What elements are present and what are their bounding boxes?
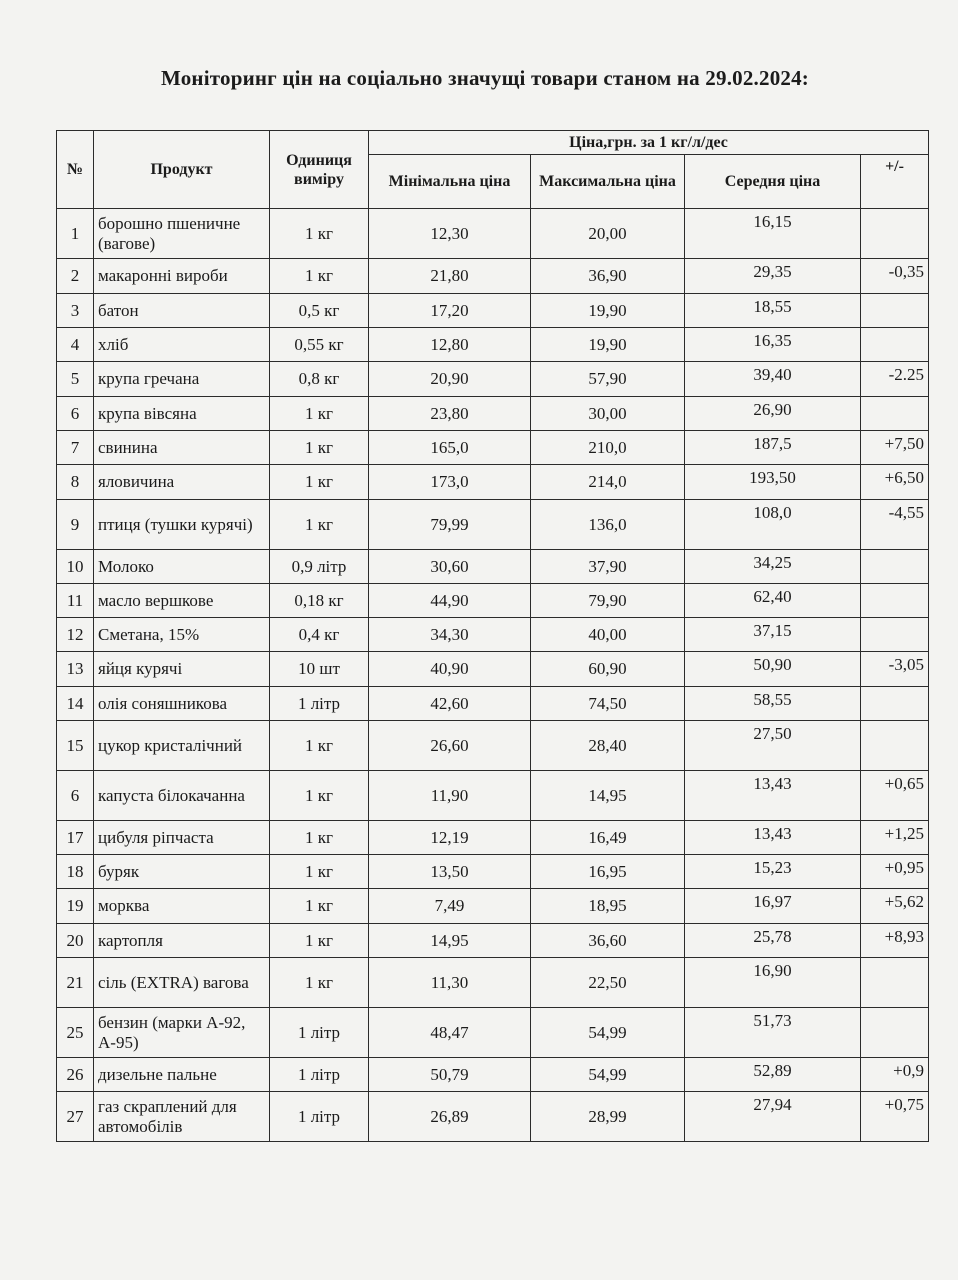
table-row [57,618,929,652]
document-title: Моніторинг цін на соціально значущі товари станом на 29.02.2024: [160,66,810,90]
cell-no: 4 [57,328,94,362]
cell-product: крупа вівсяна [94,397,270,431]
cell-no: 9 [57,500,94,550]
table-row [57,924,929,958]
table-row [57,889,929,924]
cell-unit: 1 кг [270,397,369,431]
cell-unit: 0,18 кг [270,584,369,618]
table-row [57,958,929,1008]
cell-min-price: 173,0 [369,465,531,500]
cell-min-price: 12,30 [369,209,531,259]
cell-min-price: 21,80 [369,259,531,294]
cell-unit: 0,5 кг [270,294,369,328]
cell-no: 6 [57,397,94,431]
cell-unit: 1 літр [270,1092,369,1142]
cell-no: 13 [57,652,94,687]
table-row [57,209,929,259]
cell-product: свинина [94,431,270,465]
cell-diff: +0,9 [861,1058,929,1092]
cell-product: картопля [94,924,270,958]
cell-min-price: 34,30 [369,618,531,652]
cell-max-price: 14,95 [531,771,685,821]
cell-no: 2 [57,259,94,294]
cell-avg-price: 16,15 [685,209,861,259]
cell-avg-price: 50,90 [685,652,861,687]
cell-no: 11 [57,584,94,618]
header-max-price: Максимальна ціна [531,155,685,209]
cell-max-price: 136,0 [531,500,685,550]
cell-avg-price: 27,50 [685,721,861,771]
cell-min-price: 14,95 [369,924,531,958]
cell-unit: 1 літр [270,1058,369,1092]
cell-unit: 1 кг [270,431,369,465]
cell-diff: -3,05 [861,652,929,687]
cell-no: 18 [57,855,94,889]
cell-diff [861,550,929,584]
cell-product: крупа гречана [94,362,270,397]
cell-min-price: 165,0 [369,431,531,465]
table-row [57,362,929,397]
cell-max-price: 16,49 [531,821,685,855]
cell-avg-price: 29,35 [685,259,861,294]
cell-max-price: 74,50 [531,687,685,721]
cell-unit: 1 кг [270,924,369,958]
cell-max-price: 19,90 [531,328,685,362]
cell-diff [861,209,929,259]
cell-product: буряк [94,855,270,889]
cell-no: 3 [57,294,94,328]
cell-diff [861,687,929,721]
cell-no: 8 [57,465,94,500]
cell-min-price: 12,80 [369,328,531,362]
cell-product: борошно пшеничне (вагове) [94,209,270,259]
cell-diff: +1,25 [861,821,929,855]
cell-avg-price: 108,0 [685,500,861,550]
cell-avg-price: 27,94 [685,1092,861,1142]
table-row [57,652,929,687]
cell-min-price: 79,99 [369,500,531,550]
cell-product: сіль (EXTRA) вагова [94,958,270,1008]
cell-max-price: 79,90 [531,584,685,618]
cell-unit: 1 кг [270,958,369,1008]
cell-diff: +0,95 [861,855,929,889]
cell-min-price: 40,90 [369,652,531,687]
table-row [57,328,929,362]
cell-min-price: 50,79 [369,1058,531,1092]
cell-no: 21 [57,958,94,1008]
cell-diff [861,294,929,328]
cell-unit: 1 кг [270,889,369,924]
cell-unit: 0,55 кг [270,328,369,362]
cell-max-price: 16,95 [531,855,685,889]
cell-no: 17 [57,821,94,855]
cell-unit: 0,8 кг [270,362,369,397]
header-min-price: Мінімальна ціна [369,155,531,209]
cell-no: 25 [57,1008,94,1058]
cell-avg-price: 187,5 [685,431,861,465]
cell-max-price: 20,00 [531,209,685,259]
cell-avg-price: 13,43 [685,821,861,855]
cell-min-price: 44,90 [369,584,531,618]
cell-no: 27 [57,1092,94,1142]
cell-no: 1 [57,209,94,259]
cell-diff [861,397,929,431]
cell-no: 6 [57,771,94,821]
cell-diff: +8,93 [861,924,929,958]
cell-unit: 1 літр [270,1008,369,1058]
cell-diff: -4,55 [861,500,929,550]
cell-avg-price: 58,55 [685,687,861,721]
cell-no: 15 [57,721,94,771]
cell-diff: +0,75 [861,1092,929,1142]
cell-diff [861,1008,929,1058]
cell-min-price: 17,20 [369,294,531,328]
cell-product: капуста білокачанна [94,771,270,821]
cell-unit: 0,9 літр [270,550,369,584]
cell-min-price: 26,60 [369,721,531,771]
cell-max-price: 22,50 [531,958,685,1008]
cell-max-price: 214,0 [531,465,685,500]
cell-max-price: 57,90 [531,362,685,397]
table-row [57,500,929,550]
cell-no: 7 [57,431,94,465]
cell-unit: 1 кг [270,721,369,771]
header-avg-price: Середня ціна [685,155,861,209]
table-row [57,1008,929,1058]
cell-min-price: 42,60 [369,687,531,721]
cell-no: 20 [57,924,94,958]
price-table-body [57,209,929,1142]
cell-product: макаронні вироби [94,259,270,294]
cell-avg-price: 39,40 [685,362,861,397]
table-row [57,1058,929,1092]
cell-max-price: 37,90 [531,550,685,584]
table-row [57,294,929,328]
cell-diff: +7,50 [861,431,929,465]
cell-diff [861,958,929,1008]
cell-min-price: 26,89 [369,1092,531,1142]
cell-avg-price: 25,78 [685,924,861,958]
cell-product: цукор кристалічний [94,721,270,771]
cell-no: 10 [57,550,94,584]
price-table [56,130,929,1142]
table-row [57,259,929,294]
cell-product: бензин (марки А-92, А-95) [94,1008,270,1058]
cell-max-price: 36,90 [531,259,685,294]
table-row [57,397,929,431]
cell-avg-price: 51,73 [685,1008,861,1058]
cell-diff [861,584,929,618]
cell-unit: 1 кг [270,855,369,889]
table-row [57,821,929,855]
cell-diff [861,721,929,771]
cell-product: олія соняшникова [94,687,270,721]
cell-product: яйця курячі [94,652,270,687]
header-price-group: Ціна,грн. за 1 кг/л/дес [369,131,929,155]
cell-avg-price: 16,97 [685,889,861,924]
cell-product: газ скраплений для автомобілів [94,1092,270,1142]
cell-max-price: 210,0 [531,431,685,465]
cell-min-price: 11,30 [369,958,531,1008]
cell-unit: 1 кг [270,771,369,821]
table-row [57,584,929,618]
cell-max-price: 40,00 [531,618,685,652]
cell-max-price: 19,90 [531,294,685,328]
cell-diff: -2.25 [861,362,929,397]
cell-avg-price: 26,90 [685,397,861,431]
header-unit: Одиниця виміру [270,131,369,209]
cell-unit: 1 кг [270,500,369,550]
table-row [57,550,929,584]
cell-max-price: 28,40 [531,721,685,771]
cell-unit: 1 кг [270,465,369,500]
cell-product: цибуля ріпчаста [94,821,270,855]
header-diff: +/- [861,155,929,209]
cell-max-price: 54,99 [531,1008,685,1058]
cell-no: 5 [57,362,94,397]
cell-unit: 0,4 кг [270,618,369,652]
cell-min-price: 12,19 [369,821,531,855]
cell-unit: 1 літр [270,687,369,721]
header-no: № [57,131,94,209]
cell-product: яловичина [94,465,270,500]
cell-product: масло вершкове [94,584,270,618]
cell-unit: 1 кг [270,259,369,294]
cell-max-price: 54,99 [531,1058,685,1092]
cell-min-price: 30,60 [369,550,531,584]
cell-avg-price: 15,23 [685,855,861,889]
cell-diff: +5,62 [861,889,929,924]
table-row [57,465,929,500]
cell-min-price: 48,47 [369,1008,531,1058]
cell-avg-price: 193,50 [685,465,861,500]
cell-product: морква [94,889,270,924]
cell-diff: -0,35 [861,259,929,294]
table-row [57,431,929,465]
cell-max-price: 28,99 [531,1092,685,1142]
cell-product: батон [94,294,270,328]
cell-product: Сметана, 15% [94,618,270,652]
cell-min-price: 13,50 [369,855,531,889]
header-product: Продукт [94,131,270,209]
cell-avg-price: 18,55 [685,294,861,328]
table-row [57,687,929,721]
cell-max-price: 18,95 [531,889,685,924]
table-row [57,721,929,771]
cell-diff: +0,65 [861,771,929,821]
cell-max-price: 30,00 [531,397,685,431]
cell-max-price: 36,60 [531,924,685,958]
cell-diff [861,328,929,362]
cell-product: хліб [94,328,270,362]
cell-avg-price: 52,89 [685,1058,861,1092]
table-row [57,1092,929,1142]
cell-diff: +6,50 [861,465,929,500]
cell-min-price: 23,80 [369,397,531,431]
cell-unit: 10 шт [270,652,369,687]
cell-avg-price: 34,25 [685,550,861,584]
cell-min-price: 11,90 [369,771,531,821]
cell-unit: 1 кг [270,821,369,855]
cell-no: 19 [57,889,94,924]
cell-product: дизельне пальне [94,1058,270,1092]
table-row [57,855,929,889]
cell-avg-price: 13,43 [685,771,861,821]
cell-no: 14 [57,687,94,721]
cell-no: 26 [57,1058,94,1092]
cell-product: птиця (тушки курячі) [94,500,270,550]
cell-product: Молоко [94,550,270,584]
cell-avg-price: 37,15 [685,618,861,652]
cell-avg-price: 16,35 [685,328,861,362]
cell-min-price: 7,49 [369,889,531,924]
table-row [57,771,929,821]
cell-no: 12 [57,618,94,652]
cell-min-price: 20,90 [369,362,531,397]
cell-avg-price: 62,40 [685,584,861,618]
cell-avg-price: 16,90 [685,958,861,1008]
cell-diff [861,618,929,652]
cell-unit: 1 кг [270,209,369,259]
cell-max-price: 60,90 [531,652,685,687]
